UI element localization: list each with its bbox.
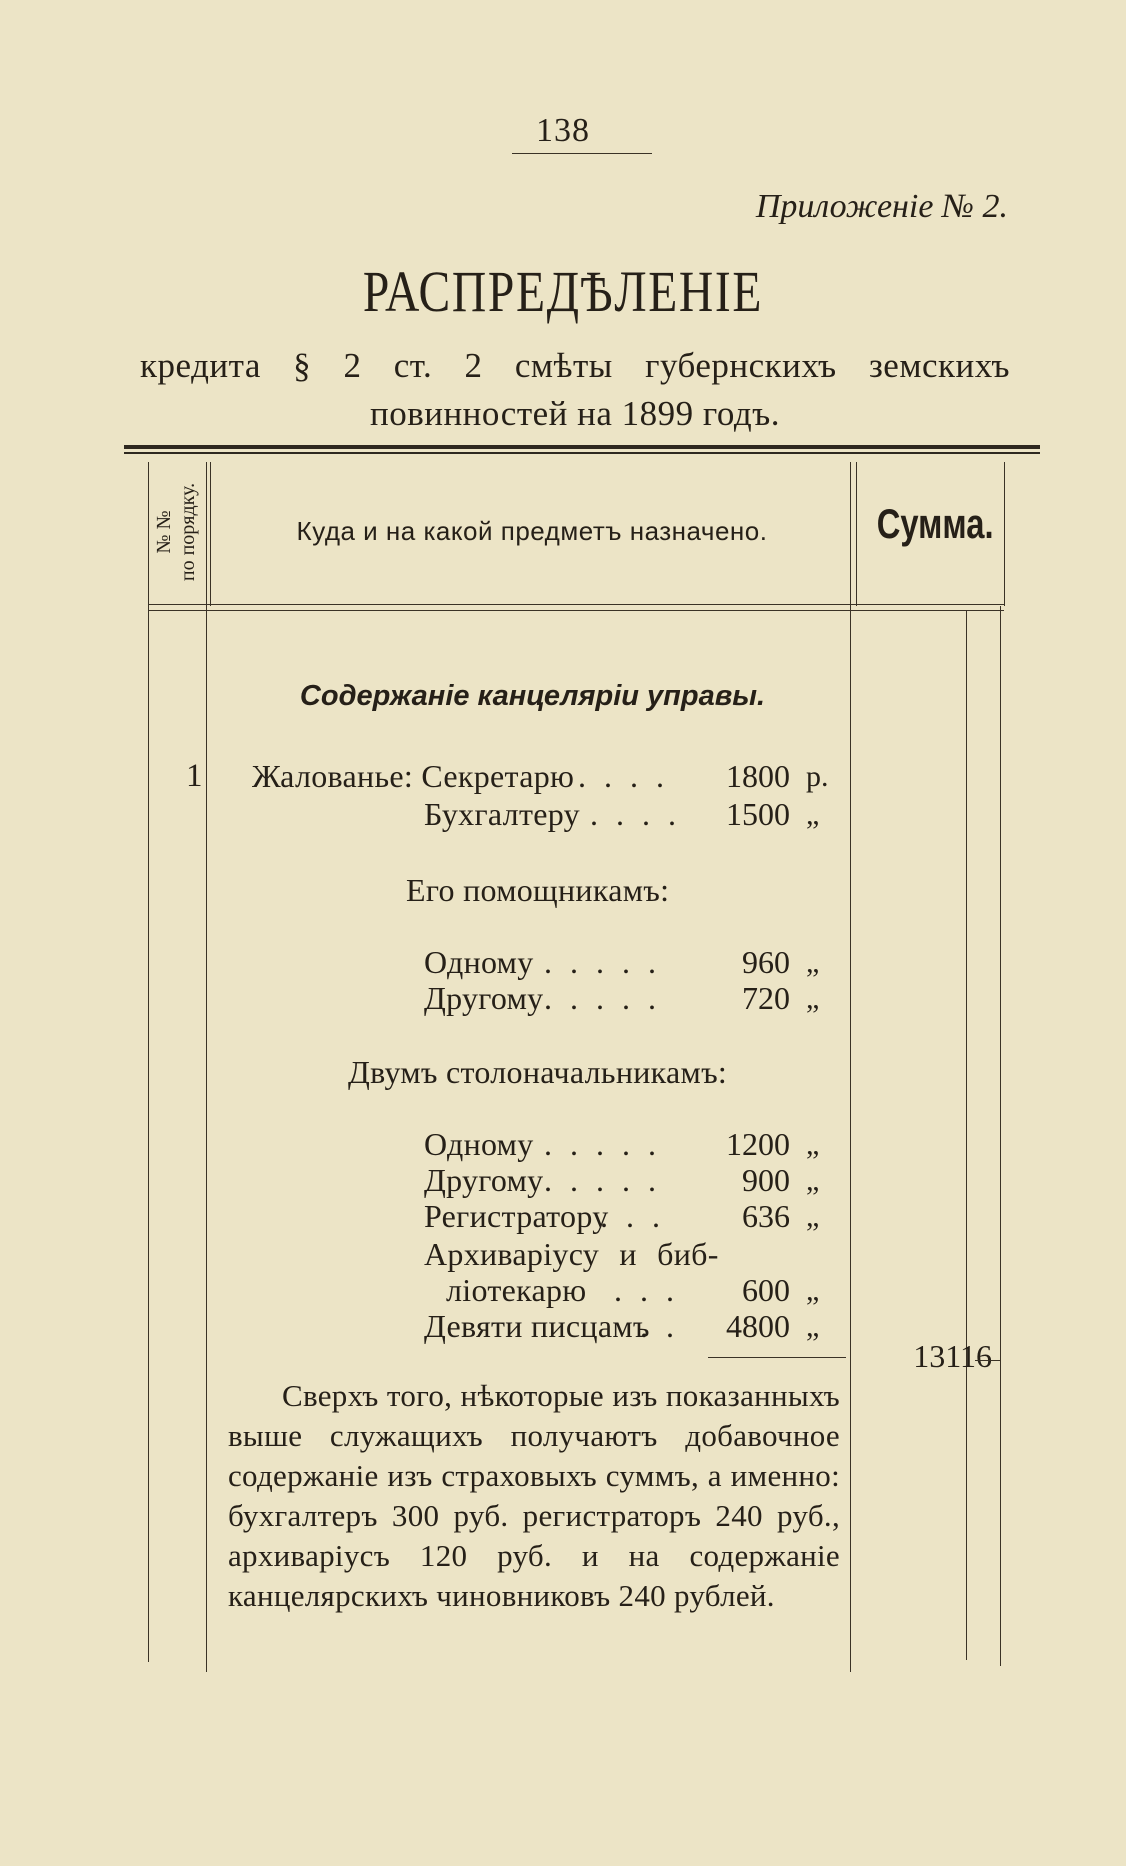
sum-col-inner-divider	[966, 610, 967, 1660]
row-amount: 960	[742, 944, 790, 980]
table-left-border	[148, 462, 149, 1662]
row-dots: . . . . .	[544, 944, 661, 980]
row-unit: „	[806, 946, 820, 979]
row-amount: 636	[742, 1198, 790, 1234]
header-num-col	[148, 462, 204, 602]
num-col-divider	[206, 462, 207, 1672]
row-dots: . .	[640, 1308, 679, 1344]
row-dots: . . . .	[590, 796, 681, 832]
row-unit: „	[806, 1274, 820, 1307]
row-dots: . . . . .	[544, 1126, 661, 1162]
header-sum-col: Сумма.	[876, 500, 994, 547]
row-amount: 4800	[726, 1308, 790, 1344]
header-bottom-rule-2	[148, 610, 1004, 611]
row-label: Другому	[424, 1162, 544, 1198]
row-unit: „	[806, 1200, 820, 1233]
row-unit: р.	[806, 760, 829, 793]
appendix-label: Приложенiе № 2.	[755, 188, 1008, 225]
row-unit: „	[806, 1128, 820, 1161]
row-label: Архиварiусу и биб-	[424, 1236, 719, 1272]
desc-col-divider-2	[856, 462, 857, 606]
row-unit: „	[806, 982, 820, 1015]
row-label: Бухгалтеру	[424, 796, 580, 832]
row-label: Двумъ столоначальникамъ:	[348, 1054, 728, 1090]
row-unit: „	[806, 1310, 820, 1343]
header-num-col-line2: по порядку.	[177, 482, 199, 582]
document-subtitle: кредита § 2 ст. 2 смѣты губернскихъ земскихъ повинностей на 1899 годъ.	[140, 346, 1010, 433]
total-amount: 13116	[913, 1338, 992, 1374]
row-amount: 720	[742, 980, 790, 1016]
row-label: Жалованье: Секретарю	[252, 758, 575, 794]
document-title: РАСПРЕДѢЛЕНIЕ	[362, 259, 764, 324]
row-label: Регистратору	[424, 1198, 609, 1234]
row-label: Одному	[424, 944, 534, 980]
header-num-col-line1: № №	[153, 510, 175, 554]
row-amount: 600	[742, 1272, 790, 1308]
row-dots: . . . .	[578, 758, 669, 794]
table-top-rule	[124, 445, 1040, 449]
page-number-rule	[512, 153, 652, 154]
table-right-border-lower	[1000, 606, 1001, 1666]
row-amount: 1200	[726, 1126, 790, 1162]
row-unit: „	[806, 798, 820, 831]
desc-col-divider	[850, 462, 851, 1672]
table-right-border	[1004, 462, 1005, 606]
row-amount: 1500	[726, 796, 790, 832]
row-label: Другому	[424, 980, 544, 1016]
row-dots: . . . . .	[544, 980, 661, 1016]
row-dots: . . . . .	[544, 1162, 661, 1198]
subtotal-rule	[708, 1357, 846, 1358]
section-title: Содержанiе канцелярiи управы.	[299, 680, 766, 712]
header-desc-col: Куда и на какой предметъ назначено.	[296, 516, 768, 546]
row-dots: . . .	[600, 1198, 665, 1234]
table-top-rule-thin	[124, 452, 1040, 454]
row-unit: „	[806, 1164, 820, 1197]
row-label: лiотекарю	[446, 1272, 587, 1308]
item-number: 1	[186, 758, 203, 794]
row-label: Его помощникамъ:	[406, 872, 670, 908]
row-amount: 900	[742, 1162, 790, 1198]
header-bottom-rule	[148, 604, 1004, 605]
footnote: Сверхъ того, нѣкоторые изъ показанныхъ выше служащихъ получаютъ добавочное содержанiе изъ страховыхъ суммъ, а именно: бухгалтеръ 300 руб. регистраторъ 240 руб., архиварiусъ 120 руб. и на содержанiе канцелярскихъ чиновниковъ 240 рублей.	[228, 1378, 840, 1613]
row-label: Одному	[424, 1126, 534, 1162]
num-col-divider-2	[210, 462, 211, 606]
row-label: Девяти писцамъ	[424, 1308, 650, 1344]
row-dots: . . .	[614, 1272, 679, 1308]
total-dash	[975, 1360, 1001, 1361]
page-number: 138	[536, 112, 590, 149]
row-amount: 1800	[726, 758, 790, 794]
